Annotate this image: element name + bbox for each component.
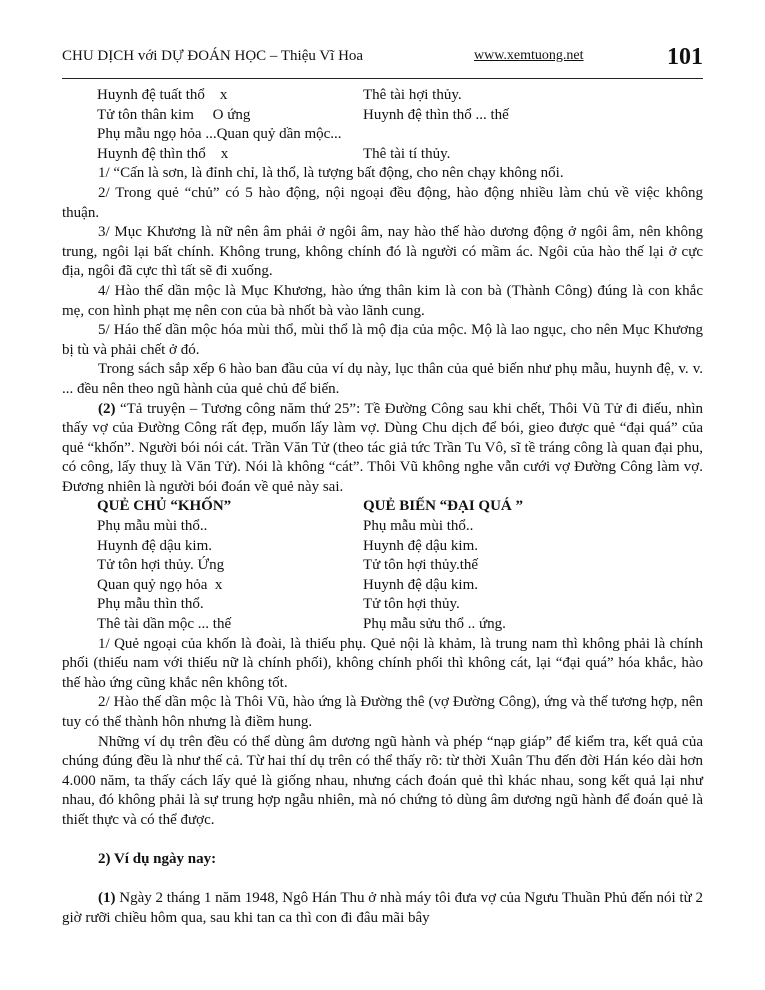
table-cell: Phụ mẫu mùi thổ.. xyxy=(97,518,208,535)
example-number: (2) xyxy=(98,400,116,417)
table-cell: Tử tôn thân kim O ứng xyxy=(97,106,251,123)
table-cell xyxy=(363,125,703,145)
table-cell: Thê tài dần mộc ... thế xyxy=(97,616,232,633)
paragraph: 3/ Mục Khương là nữ nên âm phải ở ngôi âm, nay hào thế hào dương động ở ngôi âm, nên không trung, ngôi lại bất chính. Không trung, không chính đó là người có mầm ác. Ngôi của hào thế lại ở cực địa, ngôi đã cực thì tất sẽ đi xuống. xyxy=(62,224,703,280)
page-number: 101 xyxy=(667,44,703,70)
table-cell: Huynh đệ dậu kim. xyxy=(363,537,478,554)
section-heading: 2) Ví dụ ngày nay: xyxy=(98,851,217,868)
book-title: CHU DỊCH với DỰ ĐOÁN HỌC – Thiệu Vĩ Hoa xyxy=(62,48,364,64)
table-cell: Thê tài hợi thủy. xyxy=(363,87,462,103)
example-paragraph xyxy=(62,889,703,928)
page-header xyxy=(62,44,703,79)
table-row xyxy=(62,125,703,145)
table-row xyxy=(62,576,703,596)
example-text: “Tả truyện – Tương công năm thứ 25”: Tề Đường Công sau khi chết, Thôi Vũ Tử đi điếu, nhìn thấy vợ của Đường Công rất đẹp, muốn lấy làm vợ. Dùng Chu dịch để bói, gieo được quẻ “đại quá” của quẻ “khốn”. Người bói nói cát. Trần Văn Tử (theo tác giả tức Trần Tu Vô, sĩ tề tráng công là quan đại phu, có công, lấy thuỵ là Văn Tử). Nói là không “cát”. Thôi Vũ không nghe vẫn cưới vợ Đường Công làm vợ. Đương nhiên là người bói đoán về quẻ này sai. xyxy=(62,400,703,495)
table-cell: Huynh đệ thìn thổ x xyxy=(97,145,229,162)
table-cell: Huynh đệ dậu kim. xyxy=(363,576,478,593)
table-cell: Thê tài tí thủy. xyxy=(363,145,451,162)
paragraph: 4/ Hào thế dần mộc là Mục Khương, hào ứng thân kim là con bà (Thành Công) đúng là con khắc mẹ, con hình phạt mẹ nên con của bà nhốt bà vào lãnh cung. xyxy=(62,282,703,319)
table-cell: Huynh đệ dậu kim. xyxy=(97,537,212,554)
paragraph: Những ví dụ trên đều có thể dùng âm dương ngũ hành và phép “nạp giáp” để kiểm tra, kết quả của chúng đúng đều là như thế cả. Từ hai thí dụ trên có thể thấy rõ: từ thời Xuân Thu đến đời Hán kéo dài hơn 4.000 năm, ta thấy cách lấy quẻ là giống nhau, nhưng cách đoán quẻ thì khác nhau, song kết quả lại như nhau, đó không phải là sự trung hợp ngẫu nhiên, mà nó chứng tỏ dùng âm dương ngũ hành để đoán quẻ là thiết thực và có thể được. xyxy=(62,733,703,828)
page-content xyxy=(62,86,703,929)
table-cell: Tử tôn hợi thủy.thế xyxy=(363,557,479,574)
table-row xyxy=(62,595,703,615)
paragraph: 2/ Hào thế dần mộc là Thôi Vũ, hào ứng là Đường thê (vợ Đường Công), ứng và thế tương hợp, nên tuy có thể thành hôn nhưng là điềm hung. xyxy=(62,694,703,730)
table-row xyxy=(62,106,703,126)
example-text: Ngày 2 tháng 1 năm 1948, Ngô Hán Thu ở nhà máy tôi đưa vợ của Ngưu Thuần Phủ đến nói từ 2 giờ rưỡi chiều hôm qua, sau khi tan ca thì con đi đâu mãi bây xyxy=(62,890,703,926)
table-row xyxy=(62,86,703,106)
table-header-row xyxy=(62,497,703,517)
table-row xyxy=(62,556,703,576)
table-cell: Huynh đệ tuất thổ x xyxy=(97,87,228,103)
table-row xyxy=(62,517,703,537)
table-header: QUẺ CHỦ “KHỐN” xyxy=(97,498,232,515)
table-cell: Phụ mẫu thìn thổ. xyxy=(97,596,204,613)
paragraph: 2/ Trong quẻ “chủ” có 5 hào động, nội ngoại đều động, hào động nhiều làm chủ về việc không thuận. xyxy=(62,184,703,221)
table-cell: Quan quỷ ngọ hỏa x xyxy=(97,576,223,593)
table-cell: Tử tôn hợi thủy. Ứng xyxy=(97,557,225,574)
example-paragraph xyxy=(62,400,703,498)
hexagram-table-2 xyxy=(62,497,703,634)
example-number: (1) xyxy=(98,890,116,907)
table-cell: Phụ mẫu mùi thổ.. xyxy=(363,518,474,535)
hexagram-table-1 xyxy=(62,86,703,164)
paragraph: Trong sách sắp xếp 6 hào ban đầu của ví dụ này, lục thân của quẻ biến như phụ mẫu, huynh đệ, v. v. ... đều nên theo ngũ hành của quẻ chủ để biến. xyxy=(62,361,703,397)
website-link[interactable]: www.xemtuong.net xyxy=(474,48,584,63)
paragraph: 5/ Háo thế dần mộc hóa mùi thổ, mùi thổ là mộ địa của mộc. Mộ là lao ngục, cho nên Mục Khương bị tù và phải chết ở đó. xyxy=(62,322,703,358)
table-row xyxy=(62,537,703,557)
table-cell: Huynh đệ thìn thổ ... thế xyxy=(363,106,509,123)
table-cell: Phụ mẫu ngọ hỏa ...Quan quỷ dần mộc... xyxy=(97,126,342,143)
paragraph: 1/ Quẻ ngoại của khốn là đoài, là thiếu phụ. Quẻ nội là khảm, là trung nam thì không phải là chính phối (thiếu nam với thiếu nữ là chính phối), không chính phối thì không cát, lại “đại quá” hóa khắc, hào thế hào ứng cũng khắc nên không tốt. xyxy=(62,635,703,691)
paragraph: 1/ “Cấn là sơn, là đỉnh chỉ, là thổ, là tượng bất động, cho nên chạy không nổi. xyxy=(98,165,564,182)
table-cell: Phụ mẫu sửu thổ .. ứng. xyxy=(363,616,506,633)
table-row xyxy=(62,145,703,165)
table-header: QUẺ BIẾN “ĐẠI QUÁ ” xyxy=(363,498,524,515)
table-cell: Tử tôn hợi thủy. xyxy=(363,596,460,613)
table-row xyxy=(62,615,703,635)
